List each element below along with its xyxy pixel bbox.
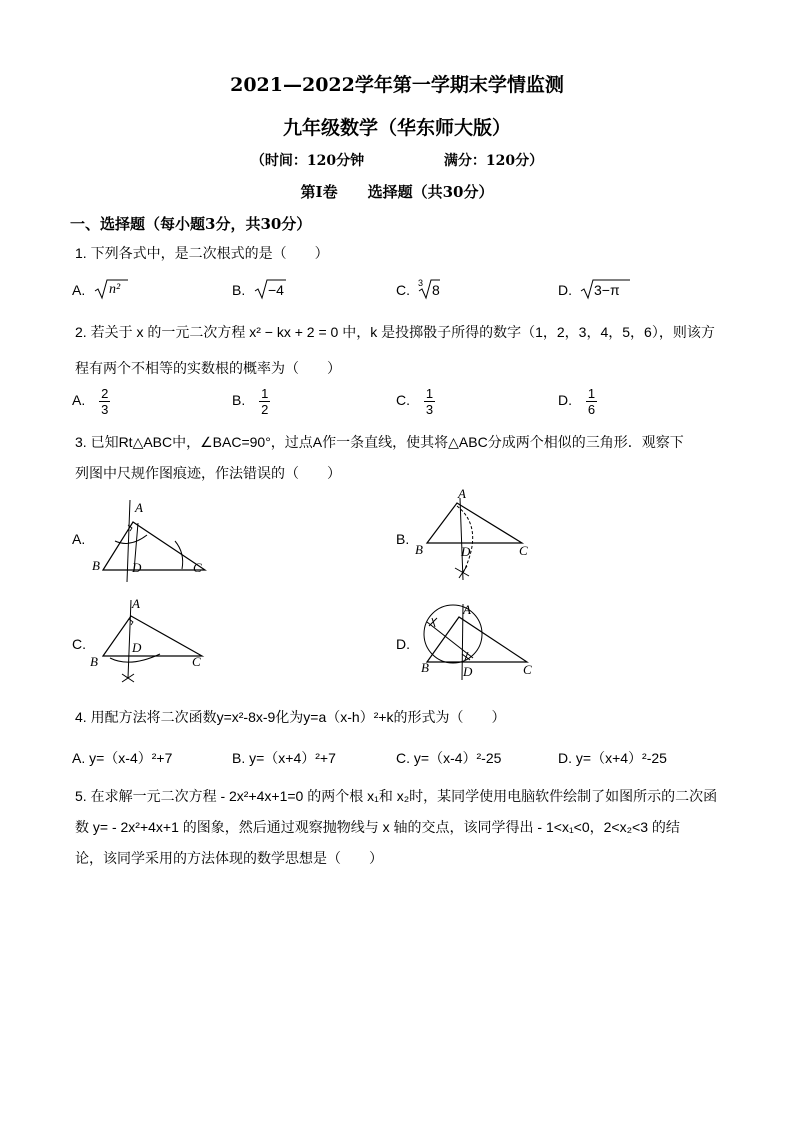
q1-option-a[interactable]: [72, 282, 121, 298]
q4-option-d[interactable]: D. y=（x+4）²-25: [558, 750, 667, 766]
q4-option-c[interactable]: C. y=（x-4）²-25: [396, 750, 502, 766]
q5-line2: 数 y= - 2x²+4x+1 的图象，然后通过观察抛物线与 x 轴的交点，该同学得出 - 1<x₁<0，2<x₂<3 的结: [75, 819, 680, 835]
section-heading: 一、选择题（每小题3分，共30分）: [70, 215, 312, 233]
q1-stem: 1. 下列各式中，是二次根式的是（ ）: [75, 245, 329, 261]
point-a-label: A: [132, 596, 140, 611]
option-label: C.: [396, 392, 410, 409]
q4-stem: 4. 用配方法将二次函数y=x²-8x-9化为y=a（x-h）²+k的形式为（ ）: [75, 709, 506, 725]
q1-c-index: 3: [418, 278, 424, 288]
point-c-label: C: [523, 662, 532, 677]
point-d-label: D: [132, 640, 142, 655]
q4-option-b[interactable]: B. y=（x+4）²+7: [232, 750, 336, 766]
fraction: $\frac{1}{2}$: [261, 386, 269, 417]
q1-option-b[interactable]: [232, 282, 284, 298]
point-c-label: C: [192, 654, 201, 669]
volume-heading: 第Ⅰ卷 选择题（共30分）: [300, 183, 494, 201]
q1-a-expr: n²: [109, 282, 121, 297]
option-label: A.: [72, 282, 86, 298]
q2-option-d[interactable]: [558, 386, 597, 417]
option-label: C.: [396, 282, 410, 298]
q3-line1: 3. 已知Rt△ABC中，∠BAC=90°，过点A作一条直线，使其将△ABC分成两个相似的三角形．观察下: [75, 434, 684, 450]
point-a-label: A: [458, 486, 466, 501]
point-b-label: B: [90, 654, 98, 669]
q2-option-a[interactable]: [72, 386, 110, 417]
exam-time-score: [0, 150, 794, 170]
option-label: A.: [72, 392, 86, 409]
q5-line1: 5. 在求解一元二次方程 - 2x²+4x+1=0 的两个根 x₁和 x₂时，某同学使用电脑软件绘制了如图所示的二次函: [75, 788, 718, 804]
point-b-label: B: [421, 660, 429, 675]
exam-time: （时间：120分钟: [250, 153, 365, 169]
option-label: B.: [232, 282, 246, 298]
option-label: D.: [558, 392, 572, 409]
fraction: $\frac{1}{3}$: [425, 386, 434, 417]
point-c-label: C: [519, 543, 528, 558]
point-c-label: C: [193, 560, 202, 575]
q2-option-b[interactable]: [232, 386, 270, 417]
exam-title: 2021—2022学年第一学期末学情监测: [230, 74, 564, 96]
point-a-label: A: [463, 602, 471, 617]
fraction: $\frac{2}{3}$: [101, 386, 109, 417]
q1-b-expr: −4: [268, 282, 284, 298]
q3-option-c-label[interactable]: C.: [72, 636, 86, 652]
q1-option-c[interactable]: [396, 278, 440, 298]
fraction: $\frac{1}{6}$: [587, 386, 596, 417]
option-label: D.: [558, 282, 572, 298]
point-d-label: D: [132, 560, 142, 575]
option-label: B.: [232, 392, 246, 409]
q2-line1: 2. 若关于 x 的一元二次方程 x² − kx + 2 = 0 中，k 是投掷骰子所得的数字（1，2，3，4，5，6），则该方: [75, 324, 715, 340]
point-d-label: D: [461, 544, 471, 559]
point-b-label: B: [92, 558, 100, 573]
q3-figure-b: [415, 488, 565, 583]
q3-figure-d: [415, 600, 565, 690]
q5-line3: 论，该同学采用的方法体现的数学思想是（ ）: [75, 850, 383, 866]
point-d-label: D: [463, 664, 473, 679]
q2-option-c[interactable]: [396, 386, 435, 417]
q1-option-d[interactable]: [558, 282, 620, 298]
q3-option-b-label[interactable]: B.: [396, 531, 410, 547]
point-a-label: A: [135, 500, 143, 515]
point-b-label: B: [415, 542, 423, 557]
q3-option-d-label[interactable]: D.: [396, 636, 410, 652]
q3-option-a-label[interactable]: A.: [72, 531, 86, 547]
q1-c-expr: 8: [432, 282, 440, 298]
q3-figure-c: [90, 596, 230, 686]
q4-option-a[interactable]: A. y=（x-4）²+7: [72, 750, 173, 766]
q2-line2: 程有两个不相等的实数根的概率为（ ）: [75, 360, 341, 376]
q1-d-expr: 3−π: [594, 282, 620, 298]
exam-subtitle: 九年级数学（华东师大版）: [282, 117, 511, 139]
q3-line2: 列图中尺规作图痕迹，作法错误的（ ）: [75, 465, 341, 481]
exam-score: 满分：120分）: [443, 153, 544, 169]
q3-figure-a: [90, 495, 230, 585]
